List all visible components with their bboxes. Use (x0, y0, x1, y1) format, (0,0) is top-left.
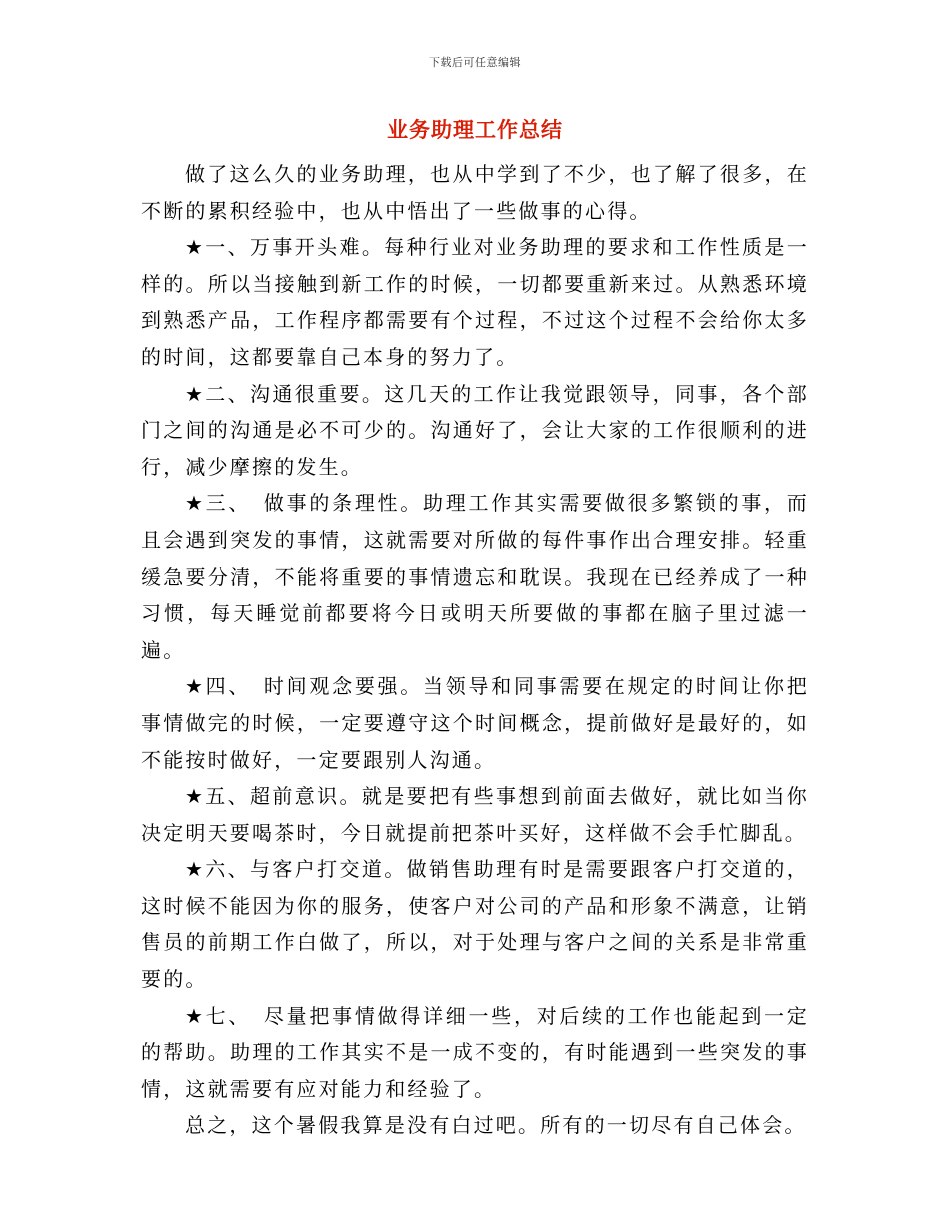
document-title: 业务助理工作总结 (387, 118, 563, 142)
intro-paragraph: 做了这么久的业务助理，也从中学到了不少，也了解了很多，在不断的累积经验中，也从中悟出了一些做事的心得。 (141, 162, 809, 223)
section-text-4: 四、 时间观念要强。当领导和同事需要在规定的时间让你把事情做完的时候，一定要遵守这个时间概念，提前做好是最好的，如不能按时做好，一定要跟别人沟通。 (141, 674, 809, 772)
section-text-1: 一、万事开头难。每种行业对业务助理的要求和工作性质是一样的。所以当接触到新工作的时候，一切都要重新来过。从熟悉环境到熟悉产品，工作程序都需要有个过程，不过这个过程不会给你太多的时间，这都要靠自己本身的努力了。 (141, 235, 809, 369)
header-note: 下载后可任意编辑 (429, 56, 521, 69)
section-text-3: 三、 做事的条理性。助理工作其实需要做很多繁锁的事，而且会遇到突发的事情，这就需要对所做的每件事作出合理安排。轻重缓急要分清，不能将重要的事情遗忘和耽误。我现在已经养成了一种习惯，每天睡觉前都要将今日或明天所要做的事都在脑子里过滤一遍。 (141, 491, 809, 662)
star-icon: ★ (185, 1003, 206, 1028)
section-paragraph-3 (141, 485, 809, 668)
section-text-6: 六、与客户打交道。做销售助理有时是需要跟客户打交道的，这时候不能因为你的服务，使客户对公司的产品和形象不满意，让销售员的前期工作白做了，所以，对于处理与客户之间的关系是非常重要的。 (141, 857, 809, 992)
document-body (141, 156, 809, 1144)
section-paragraph-4 (141, 668, 809, 778)
section-paragraph-6 (141, 851, 809, 997)
star-icon: ★ (185, 235, 206, 260)
star-icon: ★ (185, 784, 206, 809)
section-text-5: 五、超前意识。就是要把有些事想到前面去做好，就比如当你决定明天要喝茶时，今日就提前把茶叶买好，这样做不会手忙脚乱。 (141, 784, 809, 845)
section-paragraph-5 (141, 778, 809, 851)
star-icon: ★ (185, 381, 206, 406)
star-icon: ★ (185, 674, 206, 699)
section-text-2: 二、沟通很重要。这几天的工作让我觉跟领导，同事，各个部门之间的沟通是必不可少的。沟通好了，会让大家的工作很顺利的进行，减少摩擦的发生。 (141, 381, 809, 479)
section-paragraph-2 (141, 376, 809, 486)
conclusion-paragraph: 总之，这个暑假我算是没有白过吧。所有的一切尽有自己体会。 (185, 1113, 807, 1138)
section-paragraph-7 (141, 998, 809, 1108)
star-icon: ★ (185, 491, 206, 516)
section-text-7: 七、 尽量把事情做得详细一些，对后续的工作也能起到一定的帮助。助理的工作其实不是一成不变的，有时能遇到一些突发的事情，这就需要有应对能力和经验了。 (141, 1003, 809, 1101)
section-paragraph-1 (141, 229, 809, 375)
star-icon: ★ (185, 857, 206, 882)
